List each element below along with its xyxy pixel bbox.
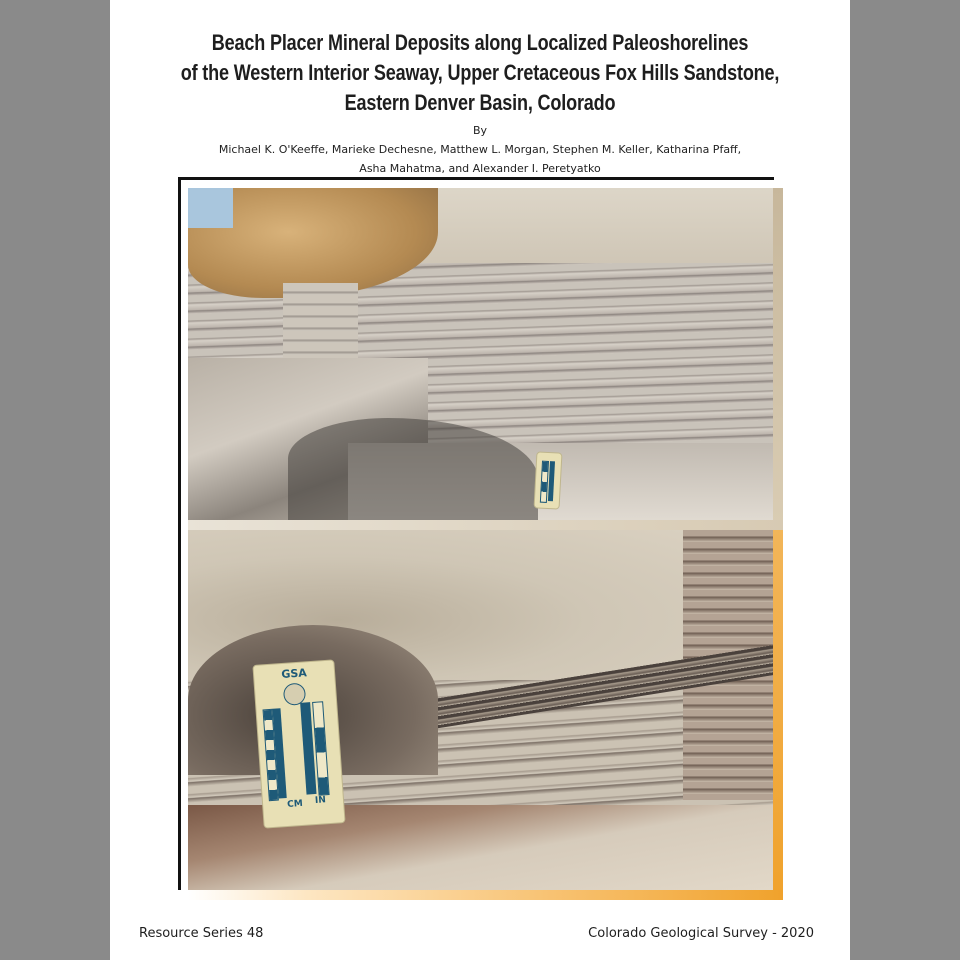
frame-shadow-right — [773, 188, 783, 523]
scale-card-small — [534, 451, 563, 509]
title-line: of the Western Interior Seaway, Upper Cretaceous Fox Hills Sandstone, — [180, 60, 780, 85]
frame-border-top — [178, 177, 774, 180]
author-line: Michael K. O'Keeffe, Marieke Dechesne, Matthew L. Morgan, Stephen M. Keller, Katharina Pfaff, — [218, 143, 742, 156]
frame-border-left — [178, 177, 181, 890]
unit-cm: CM — [286, 798, 304, 810]
series-label: Resource Series 48 — [139, 926, 264, 941]
outcrop-photo-top — [188, 188, 773, 520]
frame-shadow-bottom — [188, 890, 783, 900]
title-line: Beach Placer Mineral Deposits along Localized Paleoshorelines — [211, 30, 749, 55]
document-title — [86, 28, 873, 118]
unit-in: IN — [314, 795, 327, 807]
title-line: Eastern Denver Basin, Colorado — [344, 90, 616, 115]
frame-shadow-right-orange — [773, 523, 783, 900]
gsa-scale-card — [252, 659, 345, 828]
publisher-label: Colorado Geological Survey - 2020 — [588, 926, 814, 941]
author-line: Asha Mahatma, and Alexander I. Peretyatko — [359, 162, 601, 175]
photo-divider — [188, 520, 783, 530]
by-label: By — [472, 124, 488, 137]
card-brand: GSA — [280, 666, 308, 682]
author-list — [0, 140, 960, 178]
